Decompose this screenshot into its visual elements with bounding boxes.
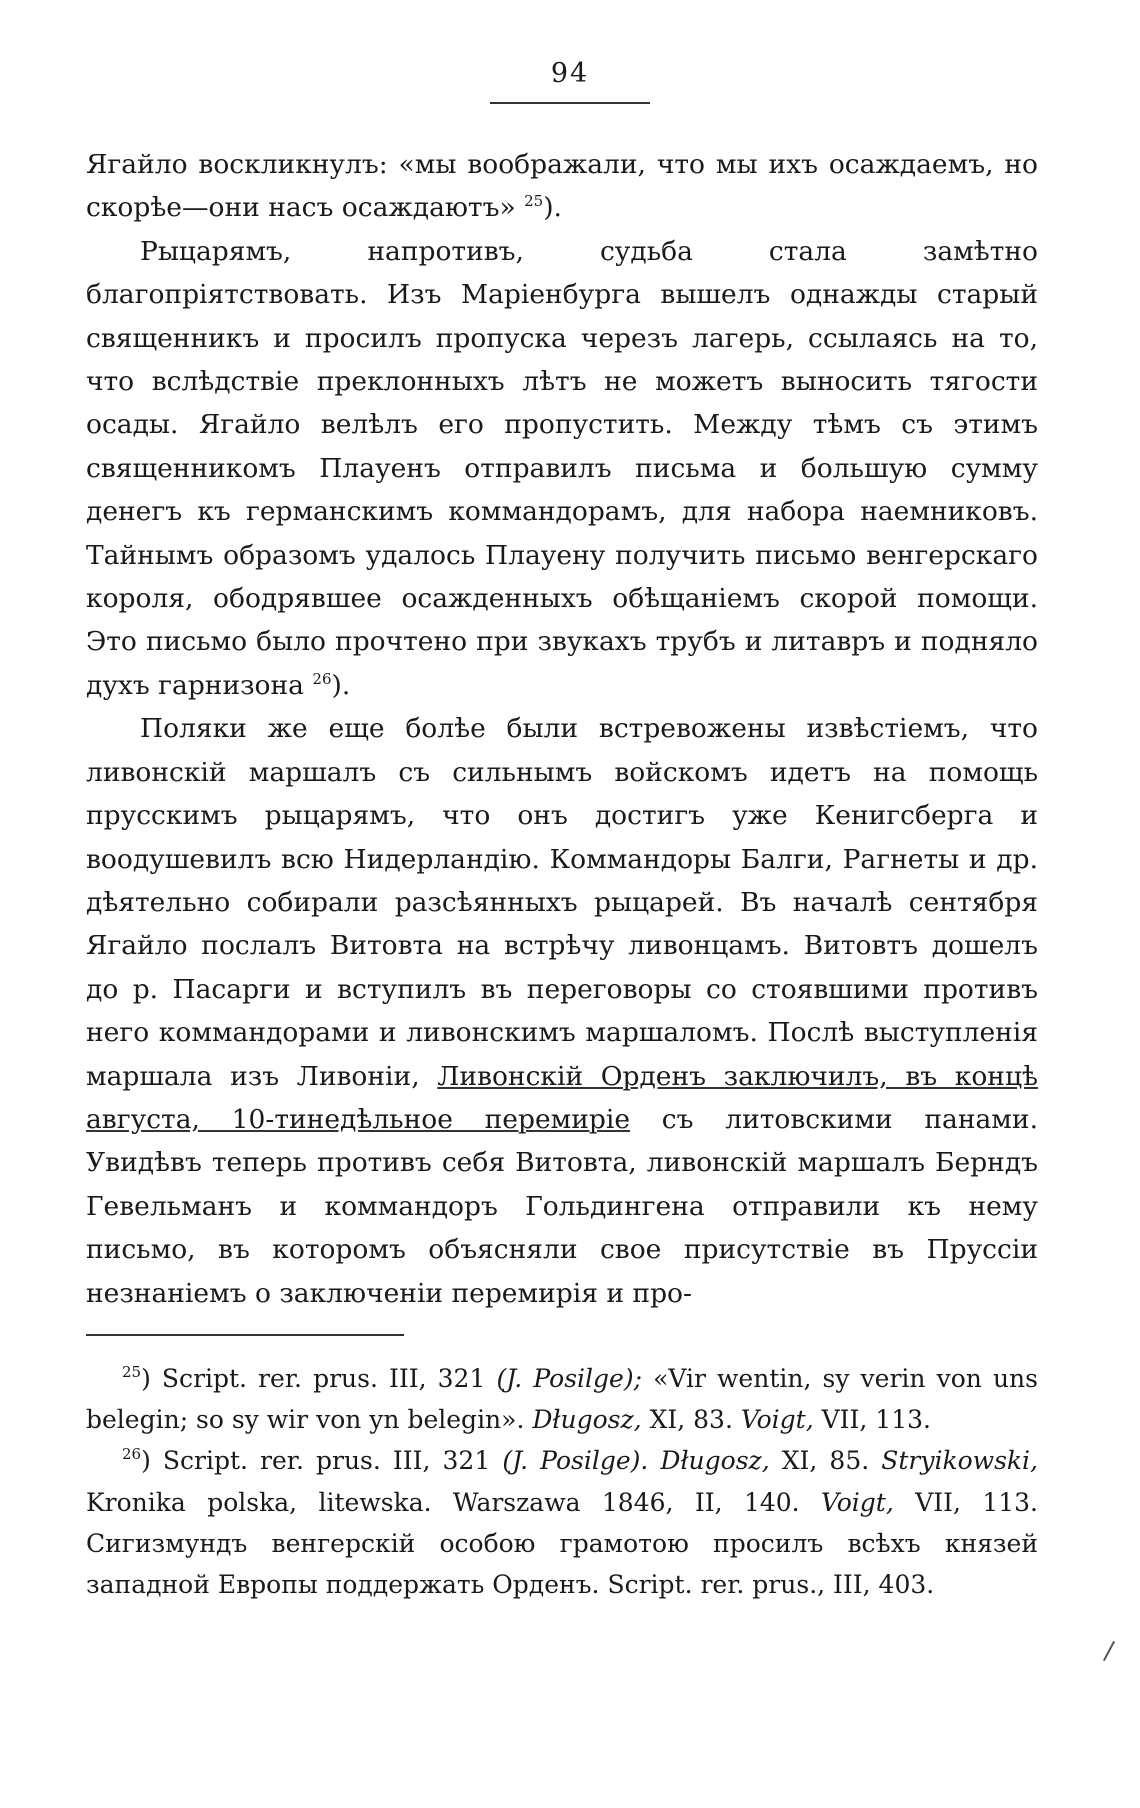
footnote-ref-26: 26 [312, 669, 332, 688]
footnote-26-text-a: ) Script. rer. prus. III, 321 [141, 1446, 503, 1476]
footnote-26-author-posilge: (J. Posilge). [502, 1446, 649, 1476]
footnote-25-text-c: XI, 83. [641, 1405, 741, 1435]
footnote-25-text-d: VII, 113. [813, 1405, 931, 1435]
footnote-25-text-b: «Vir wentin, sy verin von uns belegin; so sy wir von yn belegin». [86, 1364, 1038, 1435]
page-number: 94 [550, 58, 590, 89]
paragraph-3-text-after: съ литовскими панами. Увидѣвъ теперь противъ себя Витовта, ливонскій маршалъ Берндъ Гевельманъ и коммандоръ Гольдингена отправили къ нему письмо, въ которомъ объясняли свое присутствіе въ Пруссіи незнаніемъ о заключеніи перемирія и про- [86, 1103, 1038, 1309]
margin-pencil-mark [1103, 1641, 1115, 1661]
page-number-rule [490, 102, 650, 104]
paragraph-2-tail: ). [331, 669, 351, 701]
footnote-26-text-b [648, 1446, 660, 1475]
paragraph-1-text: Ягайло воскликнулъ: «мы воображали, что мы ихъ осаждаемъ, но скорѣе—они насъ осаждаютъ» [86, 149, 1038, 224]
footnote-25-author-posilge: (J. Posilge); [496, 1364, 642, 1393]
footnote-26-text-e: VII, 113. Сигизмундъ венгерскій особою грамотою просилъ всѣхъ князей западной Европы поддержать Орденъ. Script. rer. prus., III, 403. [86, 1487, 1039, 1600]
footnote-26-text-d: Kronika polska, litewska. Warszawa 1846, II, 140. [86, 1487, 821, 1517]
paragraph-1-tail: ). [543, 192, 562, 224]
footnotes [86, 1358, 1038, 1605]
paragraph-3-text-before: Поляки же еще болѣе были встревожены извѣстіемъ, что ливонскій маршалъ съ сильнымъ войскомъ идетъ на помощь прусскимъ рыцарямъ, что онъ достигъ уже Кенигсберга и воодушевилъ всю Нидерландію. Коммандоры Балги, Рагнеты и др. дѣятельно собирали разсѣянныхъ рыцарей. Въ началѣ сентября Ягайло послалъ Витовта на встрѣчу ливонцамъ. Витовтъ дошелъ до р. Пасарги и вступилъ въ переговоры со стоявшими противъ него коммандорами и ливонскимъ маршаломъ. Послѣ выступленія маршала изъ Ливоніи, [86, 713, 1038, 1092]
paragraph-2-text: Рыцарямъ, напротивъ, судьба стала замѣтно благопріятствовать. Изъ Маріенбурга вышелъ однажды старый священникъ и просилъ пропуска черезъ лагерь, ссылаясь на то, что вслѣдствіе преклонныхъ лѣтъ не можетъ выносить тягости осады. Ягайло велѣлъ его пропустить. Между тѣмъ съ этимъ священникомъ Плауенъ отправилъ письма и большую сумму денегъ къ германскимъ коммандорамъ, для набора наемниковъ. Тайнымъ образомъ удалось Плауену получить письмо венгерскаго короля, ободрявшее осажденныхъ обѣщаніемъ скорой помощи. Это письмо было прочтено при звукахъ трубъ и литавръ и подняло духъ гарнизона [86, 235, 1038, 701]
footnote-26-author-voigt: Voigt, [821, 1487, 894, 1517]
footnote-25-text-a: ) Script. rer. prus. III, 321 [141, 1364, 497, 1393]
paragraph-2 [86, 230, 1038, 707]
main-text [86, 143, 1038, 1315]
footnote-25-number: 25 [122, 1363, 142, 1381]
paragraph-3-underlined-passage: Ливонскій Орденъ заключилъ, въ концѣ августа, 10-тинедѣльное перемиріе [86, 1060, 1038, 1135]
footnote-26-text-c: XI, 85. [769, 1446, 882, 1476]
footnote-26-number: 26 [122, 1445, 142, 1464]
footnote-25-author-dlugosz: Długosz, [532, 1405, 642, 1435]
footnote-26-author-stryikowski: Stryikowski, [881, 1446, 1038, 1476]
paragraph-1 [86, 143, 1038, 230]
paragraph-3 [86, 707, 1038, 1315]
footnote-separator [86, 1334, 404, 1336]
footnote-26-author-dlugosz: Długosz, [660, 1446, 770, 1476]
footnote-ref-25: 25 [524, 192, 544, 211]
footnote-25 [86, 1358, 1038, 1440]
footnote-25-author-voigt: Voigt, [740, 1405, 814, 1435]
footnote-26 [86, 1440, 1038, 1605]
